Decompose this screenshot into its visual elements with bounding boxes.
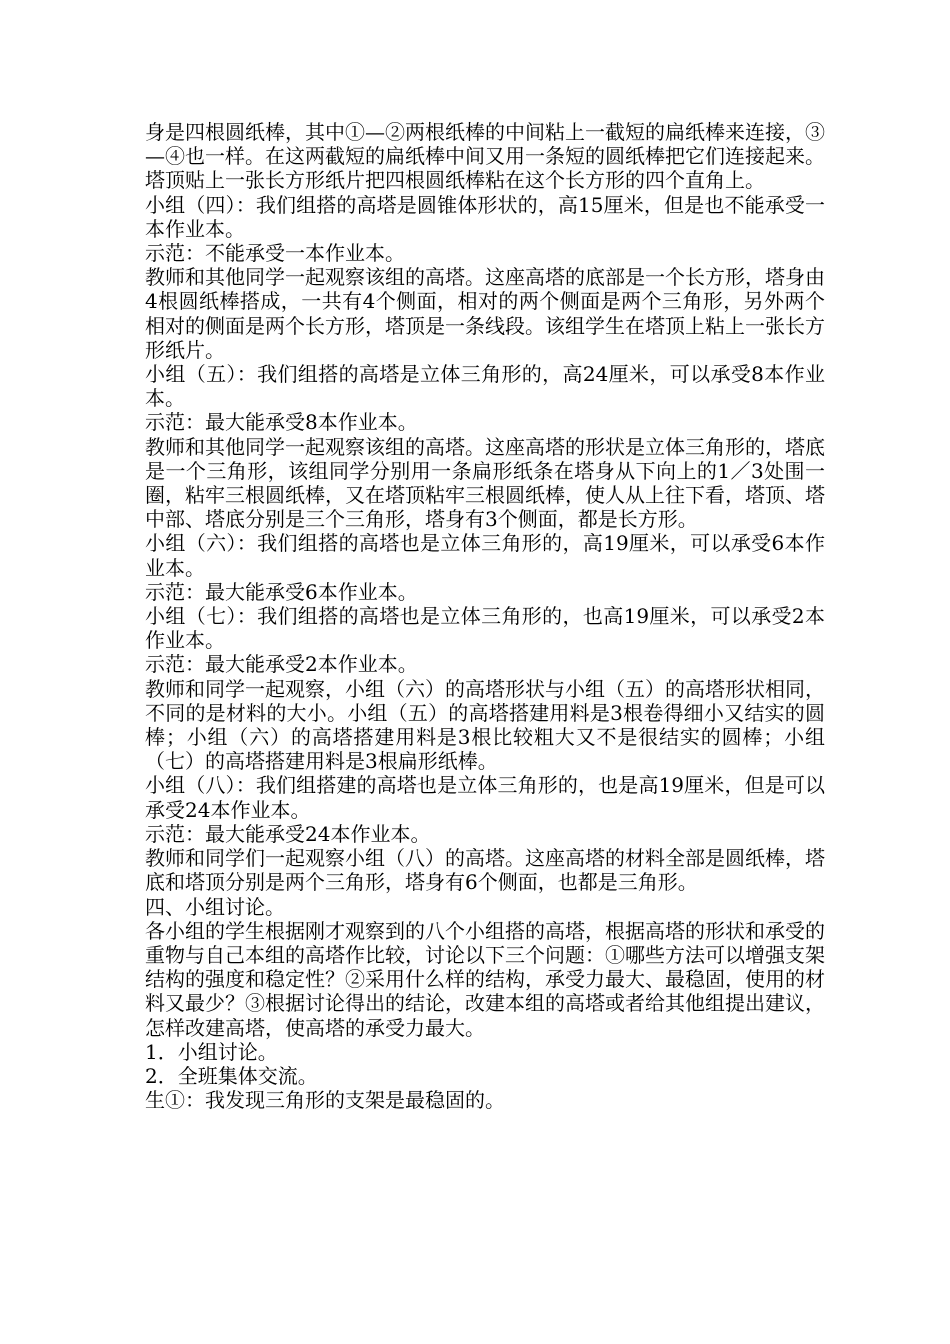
paragraph-group-six: 小组（六）：我们组搭的高塔也是立体三角形的，高19厘米，可以承受6本作业本。 [145,531,825,580]
paragraph-group-eight: 小组（八）：我们组搭建的高塔也是立体三角形的，也是高19厘米，但是可以承受24本作业本。 [145,773,825,822]
list-item-class-exchange: 2．全班集体交流。 [145,1063,318,1088]
paragraph-demo-eight: 示范：最大能承受24本作业本。 [145,821,431,846]
paragraph-observe-six-seven: 教师和同学一起观察，小组（六）的高塔形状与小组（五）的高塔形状相同，不同的是材料的大小。小组（五）的高塔搭建用料是3根卷得细小又结实的圆棒；小组（六）的高塔搭建用料是3根比较粗大又不是很结实的圆棒；小组（七）的高塔搭建用料是3根扁形纸棒。 [145,676,825,774]
section-heading-discussion: 四、小组讨论。 [145,894,285,919]
paragraph-group-five: 小组（五）：我们组搭的高塔是立体三角形的，高24厘米，可以承受8本作业本。 [145,362,825,411]
paragraph-observe-four: 教师和其他同学一起观察该组的高塔。这座高塔的底部是一个长方形，塔身由4根圆纸棒搭成，一共有4个侧面，相对的两个侧面是两个三角形，另外两个相对的侧面是两个长方形，塔顶是一条线段。该组学生在塔顶上粘上一张长方形纸片。 [145,265,825,362]
paragraph-tower-structure: 身是四根圆纸棒，其中①—②两根纸棒的中间粘上一截短的扁纸棒来连接，③—④也一样。在这两截短的扁纸棒中间又用一条短的圆纸棒把它们连接起来。塔顶贴上一张长方形纸片把四根圆纸棒粘在这个长方形的四个直角上。 [145,120,825,193]
paragraph-demo-five: 示范：最大能承受8本作业本。 [145,410,418,435]
paragraph-demo-seven: 示范：最大能承受2本作业本。 [145,652,418,677]
list-item-group-discussion: 1．小组讨论。 [145,1039,278,1064]
paragraph-group-seven: 小组（七）：我们组搭的高塔也是立体三角形的，也高19厘米，可以承受2本作业本。 [145,604,825,653]
paragraph-group-four: 小组（四）：我们组搭的高塔是圆锥体形状的，高15厘米，但是也不能承受一本作业本。 [145,192,825,241]
paragraph-observe-eight: 教师和同学们一起观察小组（八）的高塔。这座高塔的材料全部是圆纸棒，塔底和塔顶分别是两个三角形，塔身有6个侧面，也都是三角形。 [145,846,825,895]
paragraph-student-one: 生①：我发现三角形的支架是最稳固的。 [145,1088,505,1113]
paragraph-observe-five: 教师和其他同学一起观察该组的高塔。这座高塔的形状是立体三角形的，塔底是一个三角形，该组同学分别用一条扁形纸条在塔身从下向上的1／3处围一圈，粘牢三根圆纸棒，又在塔顶粘牢三根圆纸棒，使人从上往下看，塔顶、塔中部、塔底分别是三个三角形，塔身有3个侧面，都是长方形。 [145,434,825,532]
paragraph-demo-six: 示范：最大能承受6本作业本。 [145,579,418,604]
paragraph-discussion-questions: 各小组的学生根据刚才观察到的八个小组搭的高塔，根据高塔的形状和承受的重物与自己本组的高塔作比较，讨论以下三个问题：①哪些方法可以增强支架结构的强度和稳定性？②采用什么样的结构，承受力最大、最稳固，使用的材料又最少？③根据讨论得出的结论，改建本组的高塔或者给其他组提出建议，怎样改建高塔，使高塔的承受力最大。 [145,918,825,1040]
paragraph-demo-four: 示范：不能承受一本作业本。 [145,241,405,266]
document-body [145,120,825,1112]
